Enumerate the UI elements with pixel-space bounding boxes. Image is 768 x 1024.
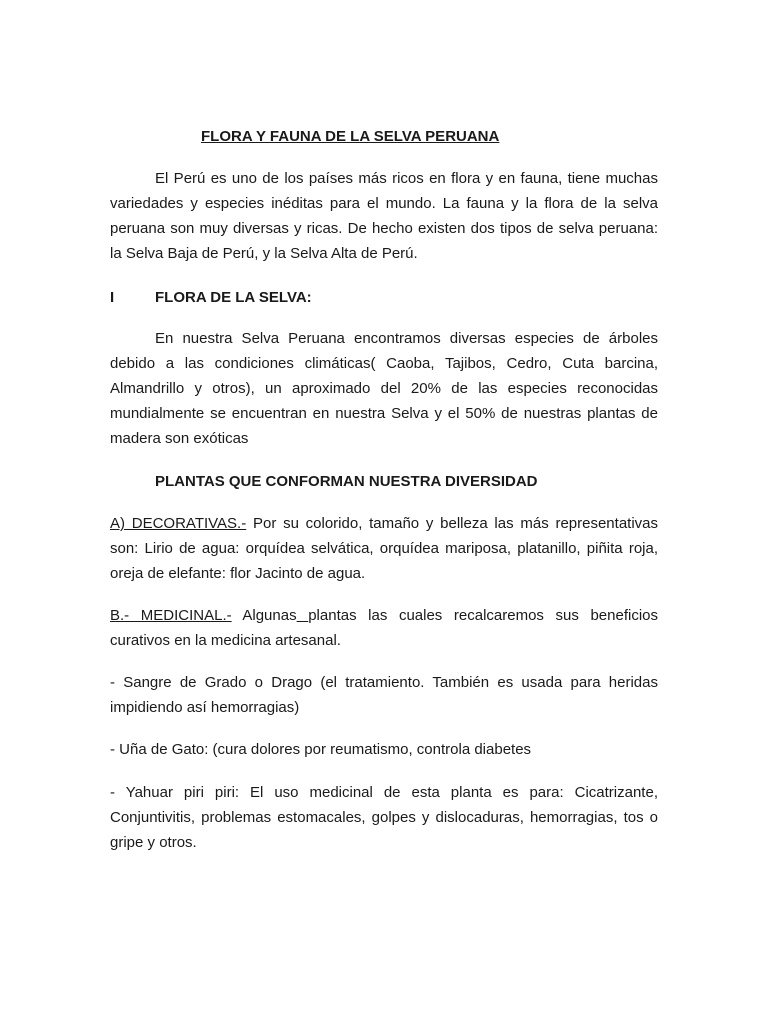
underlined-space (297, 607, 309, 624)
medicinal-label: B.- MEDICINAL.- (110, 607, 232, 624)
medicinal-text-b: plantas las cuales recalcaremos sus beneficios curativos en la medicina artesanal. (110, 607, 659, 649)
list-item-yahuar-piri-piri: - Yahuar piri piri: El uso medicinal de esta planta es para: Cicatrizante, Conjuntivitis, problemas estomacales, golpes y dislocaduras, hemorragias, tos o gripe y otros. (110, 784, 658, 851)
decorativas-text: Por su colorido, tamaño y belleza las más representativas son: Lirio de agua: orquídea selvática, orquídea mariposa, platanillo, piñita roja, oreja de elefante: flor Jacinto de agua. (110, 515, 658, 582)
flora-paragraph: En nuestra Selva Peruana encontramos diversas especies de árboles debido a las condiciones climáticas( Caoba, Tajibos, Cedro, Cuta barcina, Almandrillo y otros), un aproximado del 20% de las especies reconocidas mundialmente se encuentran en nuestra Selva y el 50% de nuestras plantas de madera son exóticas (110, 330, 658, 447)
list-item-una-de-gato: - Uña de Gato: (cura dolores por reumatismo, controla diabetes (110, 741, 532, 758)
medicinal-paragraph (110, 603, 658, 653)
list-item-sangre-de-grado: - Sangre de Grado o Drago (el tratamiento. También es usada para heridas impidiendo así hemorragias) (110, 674, 658, 716)
decorativas-paragraph (110, 511, 658, 586)
section-number: I (110, 289, 115, 306)
medicinal-text-a: Algunas (231, 607, 297, 624)
document-title: FLORA Y FAUNA DE LA SELVA PERUANA (201, 128, 500, 145)
plants-heading: PLANTAS QUE CONFORMAN NUESTRA DIVERSIDAD (155, 473, 538, 490)
intro-paragraph: El Perú es uno de los países más ricos en flora y en fauna, tiene muchas variedades y especies inéditas para el mundo. La fauna y la flora de la selva peruana son muy diversas y ricas. De hecho existen dos tipos de selva peruana: la Selva Baja de Perú, y la Selva Alta de Perú. (110, 170, 658, 262)
decorativas-label: A) DECORATIVAS.- (110, 515, 247, 532)
section-title-flora: FLORA DE LA SELVA: (155, 289, 312, 306)
